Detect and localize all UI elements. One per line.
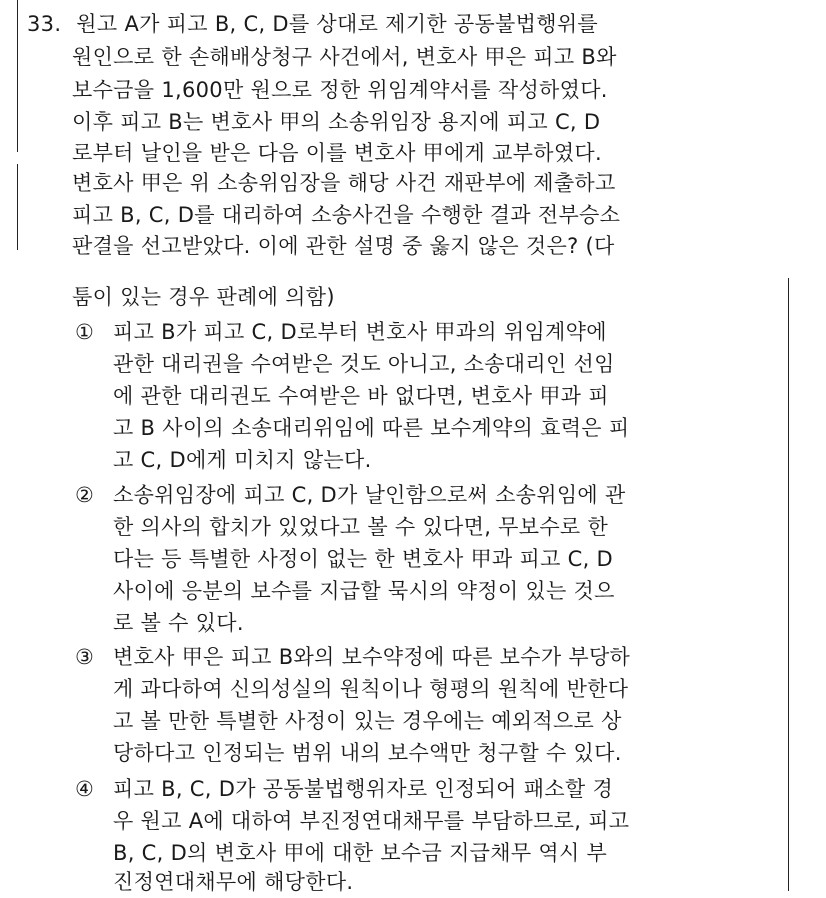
option-line: 관한 대리권을 수여받은 것도 아니고, 소송대리인 선임 [113, 352, 615, 376]
stem-line: 변호사 甲은 위 소송위임장을 해당 사건 재판부에 제출하고 [72, 171, 616, 195]
option-line: 변호사 甲은 피고 B와의 보수약정에 따른 보수가 부당하 [113, 645, 631, 669]
option-line: 고 B 사이의 소송대리위임에 따른 보수계약의 효력은 피 [113, 416, 630, 440]
stem-line: 피고 B, C, D를 대리하여 소송사건을 수행한 결과 전부승소 [72, 203, 621, 227]
option-line: 다는 등 특별한 사정이 없는 한 변호사 甲과 피고 C, D [113, 547, 614, 571]
question-stem-fragment-1 [0, 0, 826, 165]
option-marker: ① [75, 320, 95, 344]
option-line: 로 볼 수 있다. [113, 611, 244, 635]
option-marker: ④ [75, 777, 95, 801]
option-line: 사이에 응분의 보수를 지급할 묵시의 약정이 있는 것으 [113, 579, 615, 603]
option-line: 고 볼 만한 특별한 사정이 있는 경우에는 예외적으로 상 [113, 709, 622, 733]
option-marker: ② [75, 483, 95, 507]
stem-line: 보수금을 1,600만 원으로 정한 위임계약서를 작성하였다. [72, 78, 608, 102]
option-line: 한 의사의 합치가 있었다고 볼 수 있다면, 무보수로 한 [113, 515, 609, 539]
option-line: 고 C, D에게 미치지 않는다. [113, 448, 372, 472]
stem-line: 툼이 있는 경우 판례에 의함) [72, 285, 335, 309]
right-border-bottom [788, 278, 789, 891]
option-line: 진정연대채무에 해당한다. [113, 870, 354, 894]
option-line: 우 원고 A에 대하여 부진정연대채무를 부담하므로, 피고 [113, 809, 630, 833]
option-line: 당하다고 인정되는 범위 내의 보수액만 청구할 수 있다. [113, 741, 622, 765]
option-line: 게 과다하여 신의성실의 원칙이나 형평의 원칙에 반한다 [113, 677, 629, 701]
option-marker: ③ [75, 645, 95, 669]
option-line: 피고 B가 피고 C, D로부터 변호사 甲과의 위임계약에 [113, 320, 607, 344]
question-number: 33. [27, 12, 62, 36]
stem-line: 원인으로 한 손해배상청구 사건에서, 변호사 甲은 피고 B와 [72, 45, 617, 69]
stem-line: 판결을 선고받았다. 이에 관한 설명 중 옳지 않은 것은? (다 [72, 234, 615, 258]
option-line: 소송위임장에 피고 C, D가 날인함으로써 소송위임에 관 [113, 483, 626, 507]
stem-line: 로부터 날인을 받은 다음 이를 변호사 甲에게 교부하였다. [72, 141, 602, 165]
option-line: 피고 B, C, D가 공동불법행위자로 인정되어 패소할 경 [113, 777, 614, 801]
option-line: 에 관한 대리권도 수여받은 바 없다면, 변호사 甲과 피 [113, 384, 609, 408]
option-line: B, C, D의 변호사 甲에 대한 보수금 지급채무 역시 부 [113, 841, 608, 865]
left-border-middle [17, 164, 18, 250]
stem-line: 원고 A가 피고 B, C, D를 상대로 제기한 공동불법행위를 [76, 12, 598, 36]
stem-line: 이후 피고 B는 변호사 甲의 소송위임장 용지에 피고 C, D [72, 110, 601, 134]
